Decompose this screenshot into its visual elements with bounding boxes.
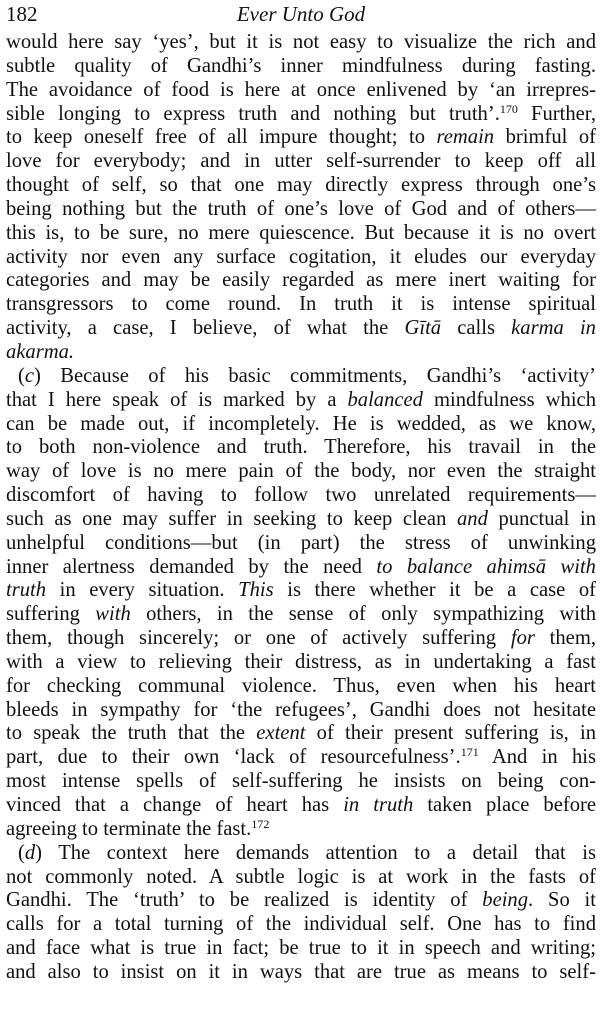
text-line <box>6 126 596 150</box>
line-text: can be made out, if incompletely. He is wedded, as we know, <box>6 412 596 435</box>
text-line <box>6 269 596 293</box>
line-text: transgressors to come round. In truth it is intense spiritual <box>6 293 596 316</box>
italic-text: This <box>238 579 274 602</box>
line-text: with a view to relieving their distress, as in undertaking a fast <box>6 650 596 673</box>
text-line <box>6 436 596 460</box>
line-text: And in his <box>478 746 596 769</box>
line-text: them, though sincerely; or one of actively suffering <box>6 627 511 650</box>
line-text: and also to insist on it in ways that are true as means to self- <box>6 960 596 983</box>
text-line <box>6 246 596 270</box>
line-text: discomfort of having to follow two unrelated requirements— <box>6 484 596 507</box>
italic-text: extent <box>256 722 306 745</box>
line-text: of their present suffering is, in <box>305 722 596 745</box>
line-text: not commonly noted. A subtle logic is at work in the fasts of <box>6 865 596 888</box>
line-text: part, due to their own ‘lack of resourcefulness’. <box>6 746 461 769</box>
italic-text: being <box>482 889 529 912</box>
line-text: inner alertness demanded by the need <box>6 555 377 578</box>
line-text: such as one may suffer in seeking to keep clean <box>6 507 457 530</box>
footnote-ref: 171 <box>460 745 479 760</box>
line-text: in every situation. <box>46 579 239 602</box>
italic-text: Gītā <box>404 317 442 340</box>
line-text: ( <box>18 841 25 864</box>
line-text: calls for a total turning of the individual self. One has to find <box>6 913 596 936</box>
text-line <box>6 365 596 389</box>
text-line <box>6 31 596 55</box>
page-header <box>6 2 596 32</box>
text-line <box>6 794 596 818</box>
footnote-ref: 170 <box>499 101 518 116</box>
line-text: punctual in <box>487 507 596 530</box>
line-text: love for everybody; and in utter self-surrender to keep off all <box>6 150 596 173</box>
line-text: vinced that a change of heart has <box>6 794 344 816</box>
text-line <box>6 961 596 985</box>
text-line <box>6 532 596 556</box>
line-text: to both non-violence and truth. Therefore, his travail in the <box>6 436 596 459</box>
line-text: Gandhi. The ‘truth’ to be realized is identity of <box>6 889 483 912</box>
italic-text: c <box>24 364 34 387</box>
text-line <box>6 627 596 651</box>
text-line <box>6 55 596 79</box>
italic-text: for <box>510 627 535 650</box>
line-text: and face what is true in fact; be true to it in speech and writing; <box>6 937 596 960</box>
page-number: 182 <box>6 2 38 26</box>
text-line <box>6 413 596 437</box>
text-line <box>6 293 596 317</box>
line-text: most intense spells of self-suffering he insists on being con- <box>6 770 596 793</box>
text-line <box>6 651 596 675</box>
text-line <box>6 317 596 341</box>
text-line <box>6 818 596 842</box>
text-line <box>6 770 596 794</box>
line-text: that I here speak of is marked by a <box>6 388 348 411</box>
line-text: categories and may be easily regarded as mere inert waiting for <box>6 269 596 292</box>
line-text: The avoidance of food is here at once enlivened by ‘an irrepres- <box>6 78 596 101</box>
line-text: thought of self, so that one may directly express through one’s <box>6 174 596 197</box>
text-line <box>6 508 596 532</box>
line-text: is there whether it be a case of <box>273 579 596 602</box>
line-text: to speak the truth that the <box>6 722 257 745</box>
line-text: activity nor even any surface cogitation, it eludes our everyday <box>6 245 596 268</box>
text-line <box>6 484 596 508</box>
text-line <box>6 222 596 246</box>
text-line <box>6 603 596 627</box>
italic-text: remain <box>436 126 495 149</box>
line-text: suffering <box>6 603 96 626</box>
text-line <box>6 79 596 103</box>
line-text: ) The context here demands attention to a detail that is <box>35 841 596 864</box>
text-line <box>6 746 596 770</box>
line-text: bleeds in sympathy for ‘the refugees’, Gandhi does not hesitate <box>6 698 596 721</box>
line-text: them, <box>534 627 596 650</box>
text-line <box>6 842 596 866</box>
text-line <box>6 913 596 937</box>
line-text: to keep oneself free of all impure thought; to <box>6 126 437 149</box>
text-line <box>6 579 596 603</box>
italic-text: d <box>24 841 36 864</box>
line-text: . So it <box>528 889 597 912</box>
text-line <box>6 937 596 961</box>
text-line <box>6 675 596 699</box>
text-line <box>6 556 596 580</box>
italic-text: akarma. <box>6 340 75 363</box>
body-text <box>6 31 596 985</box>
line-text: agreeing to terminate the fast. <box>6 817 252 840</box>
text-line <box>6 460 596 484</box>
line-text: mindfulness which <box>422 388 596 411</box>
text-line <box>6 341 596 365</box>
italic-text: balanced <box>347 388 423 411</box>
footnote-ref: 172 <box>251 816 270 831</box>
line-text: others, in the sense of only sympathizing with <box>130 603 596 626</box>
line-text: taken place before <box>413 794 597 816</box>
text-line <box>6 889 596 913</box>
text-line <box>6 866 596 890</box>
text-line <box>6 699 596 723</box>
italic-text: truth <box>6 579 47 602</box>
line-text: brimful of <box>494 126 596 149</box>
line-text: activity, a case, I believe, of what the <box>6 317 405 340</box>
text-line <box>6 103 596 127</box>
line-text: calls <box>441 317 512 340</box>
line-text: Further, <box>517 102 596 125</box>
line-text: ) Because of his basic commitments, Gandhi’s ‘activity’ <box>34 364 596 387</box>
line-text: sible longing to express truth and nothing but truth’. <box>6 102 500 125</box>
italic-text: in truth <box>343 794 414 816</box>
italic-text: and <box>456 507 488 530</box>
line-text: would here say ‘yes’, but it is not easy to visualize the rich and <box>6 31 596 53</box>
italic-text: karma in <box>511 317 596 340</box>
line-text: unhelpful conditions—but (in part) the stress of unwinking <box>6 531 596 554</box>
line-text: way of love is no mere pain of the body, nor even the straight <box>6 460 596 483</box>
text-line <box>6 722 596 746</box>
text-line <box>6 150 596 174</box>
italic-text: to balance ahimsā with <box>376 555 596 578</box>
line-text: this is, to be sure, no mere quiescence. But because it is no overt <box>6 221 596 244</box>
text-line <box>6 389 596 413</box>
italic-text: with <box>95 603 131 626</box>
line-text: subtle quality of Gandhi’s inner mindfulness during fasting. <box>6 54 596 77</box>
text-line <box>6 198 596 222</box>
line-text: ( <box>18 364 25 387</box>
text-line <box>6 174 596 198</box>
line-text: being nothing but the truth of one’s love of God and of others— <box>6 197 596 220</box>
running-head: Ever Unto God <box>236 2 366 26</box>
line-text: for checking communal violence. Thus, even when his heart <box>6 674 596 697</box>
